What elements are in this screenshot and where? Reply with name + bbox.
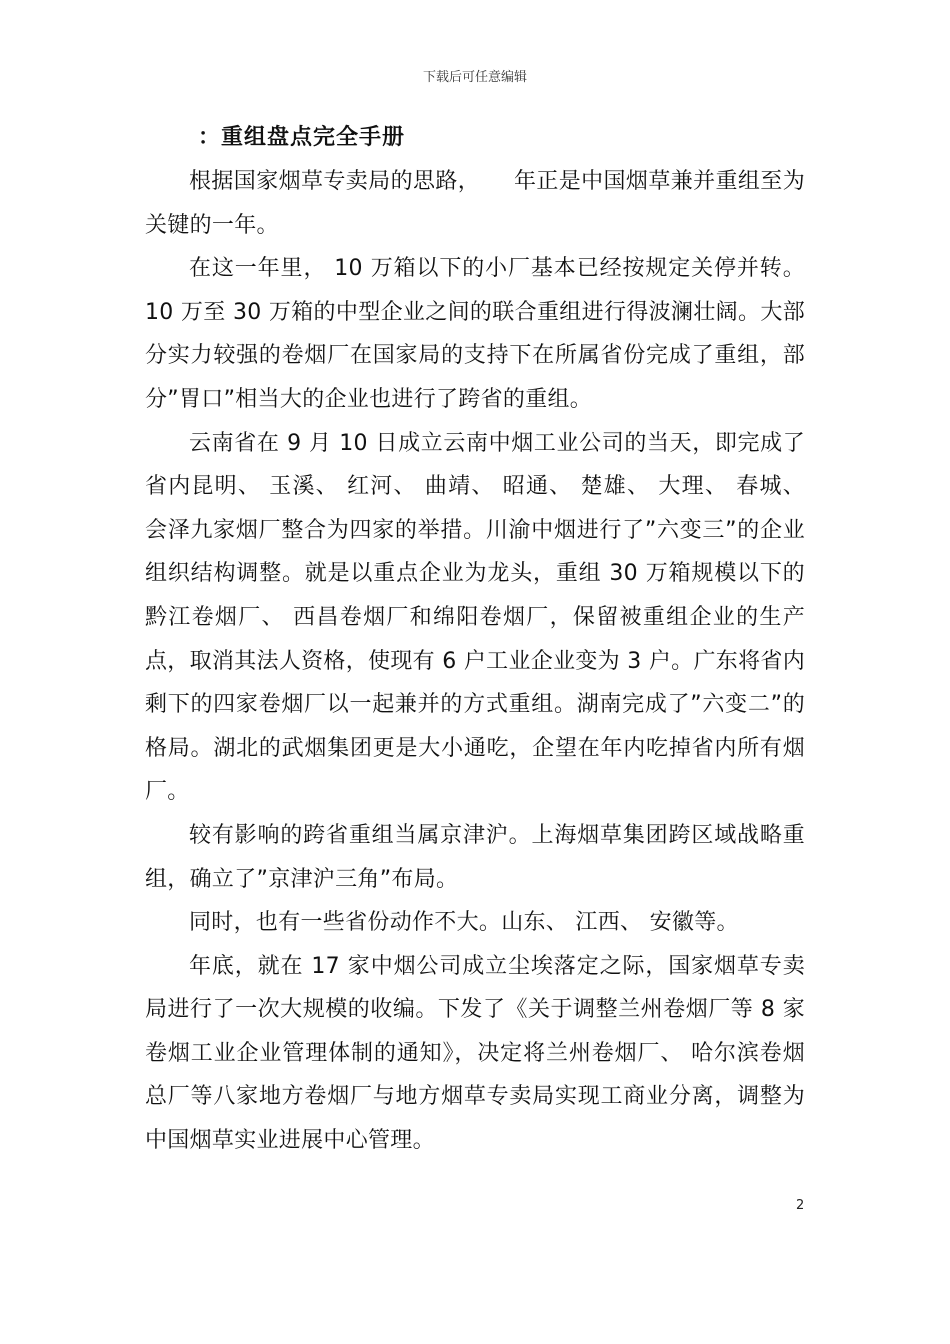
paragraph: 较有影响的跨省重组当属京津沪。上海烟草集团跨区域战略重组，确立了”京津沪三角”布局。 [145, 822, 805, 892]
page-number: 2 [796, 1198, 805, 1213]
paragraph: 在这一年里， 10 万箱以下的小厂基本已经按规定关停并转。 10 万至 30 万箱的中型企业之间的联合重组进行得波澜壮阔。大部分实力较强的卷烟厂在国家局的支持下在所属省份完成了重组，部分”胃口”相当大的企业也进行了跨省的重组。 [145, 256, 805, 412]
document-body [145, 160, 805, 1163]
paragraph: 年底，就在 17 家中烟公司成立尘埃落定之际，国家烟草专卖局进行了一次大规模的收编。下发了《关于调整兰州卷烟厂等 8 家卷烟工业企业管理体制的通知》，决定将兰州卷烟厂、 哈尔滨卷烟总厂等八家地方卷烟厂与地方烟草专卖局实现工商业分离，调整为中国烟草实业进展中心管理。 [145, 953, 805, 1154]
paragraph: 同时，也有一些省份动作不大。山东、 江西、 安徽等。 [189, 910, 739, 936]
paragraph: 云南省在 9 月 10 日成立云南中烟工业公司的当天，即完成了省内昆明、 玉溪、 红河、 曲靖、 昭通、 楚雄、 大理、 春城、 会泽九家烟厂整合为四家的举措。川渝中烟进行了”六变三”的企业组织结构调整。就是以重点企业为龙头，重组 30 万箱规模以下的黔江卷烟厂、 西昌卷烟厂和绵阳卷烟厂，保留被重组企业的生产点，取消其法人资格，使现有 6 户工业企业变为 3 户。广东将省内剩下的四家卷烟厂以一起兼并的方式重组。湖南完成了”六变二”的格局。湖北的武烟集团更是大小通吃，企望在年内吃掉省内所有烟厂。 [145, 430, 805, 805]
page-header: 下载后可任意编辑 [422, 70, 527, 85]
document-title: ：重组盘点完全手册 [198, 125, 406, 150]
paragraph: 根据国家烟草专卖局的思路， 年正是中国烟草兼并重组至为关键的一年。 [145, 169, 805, 238]
